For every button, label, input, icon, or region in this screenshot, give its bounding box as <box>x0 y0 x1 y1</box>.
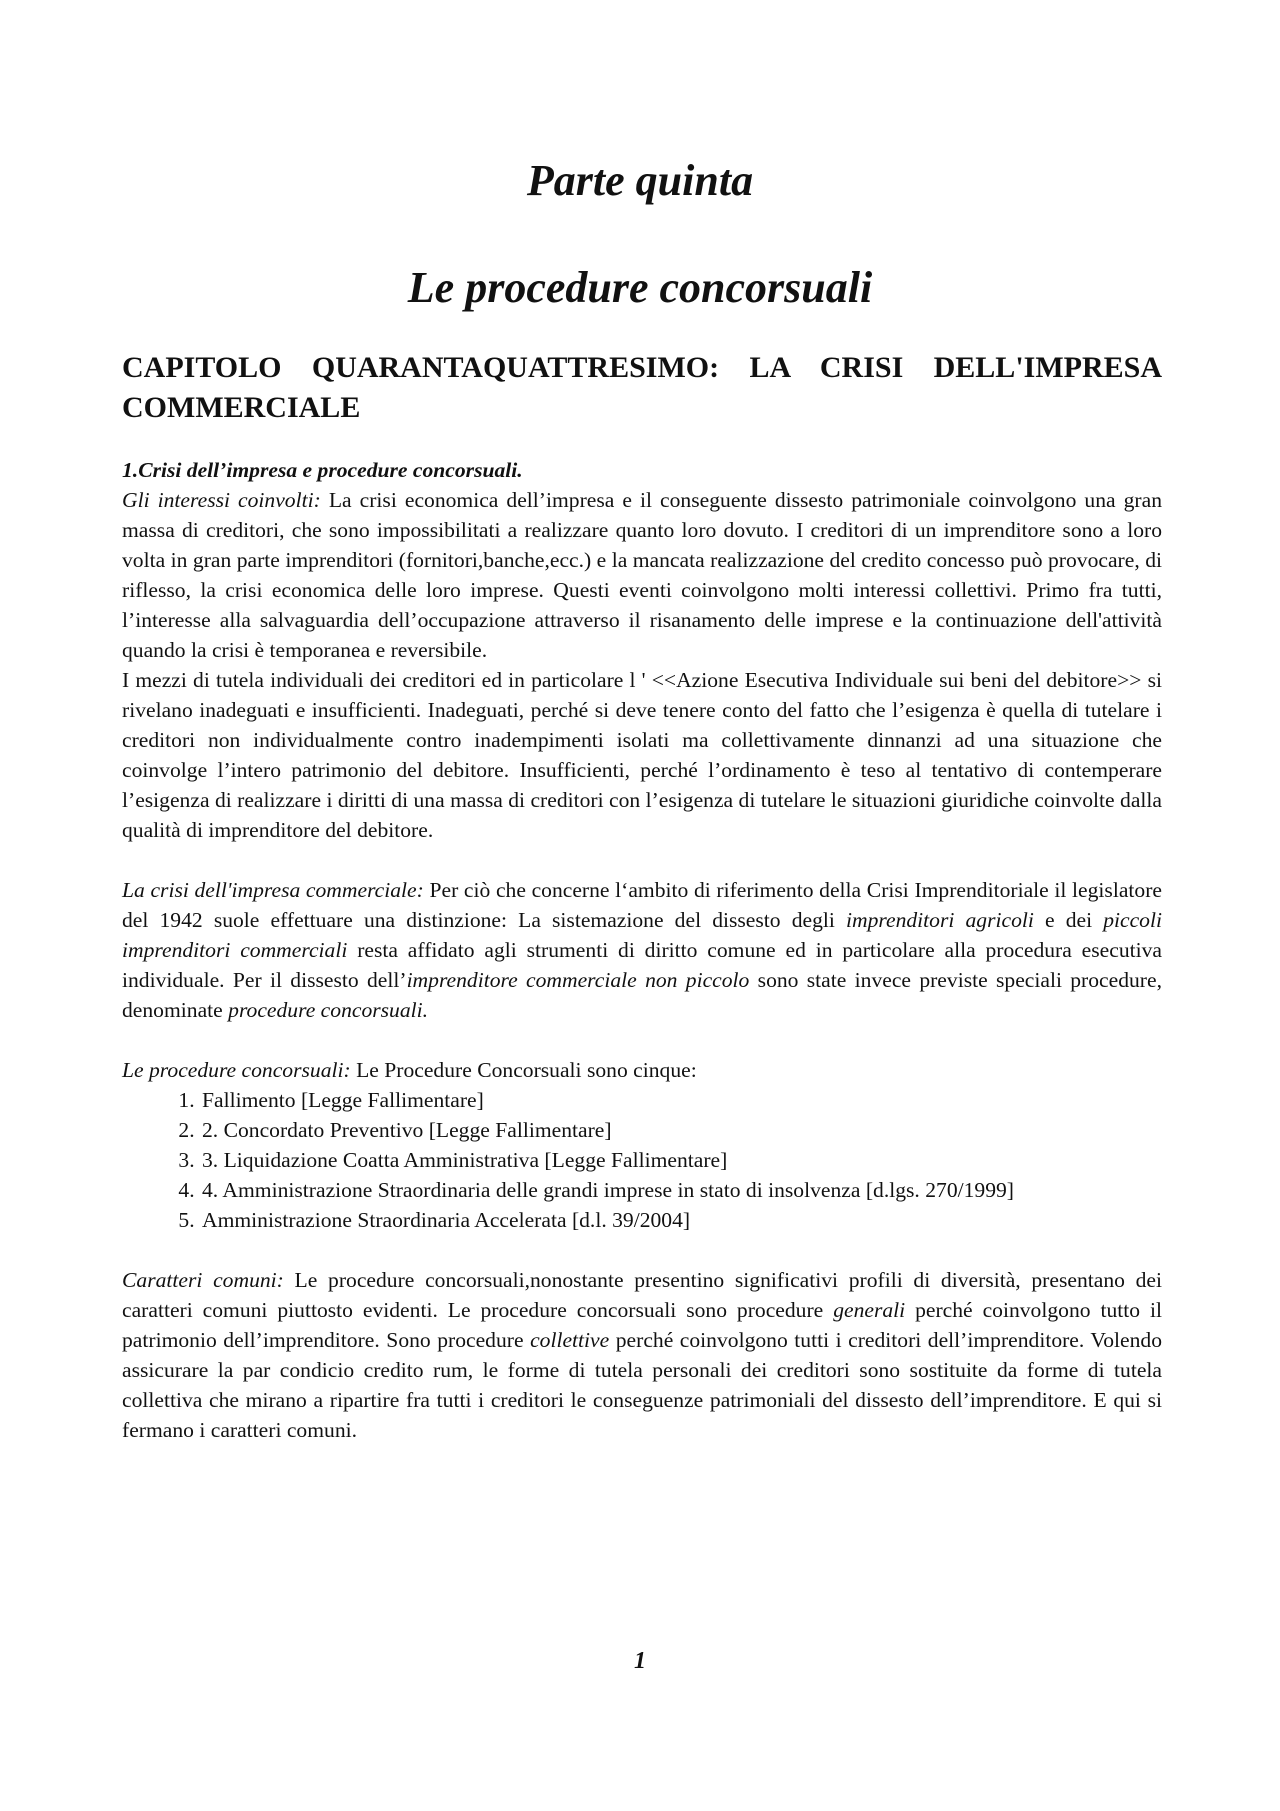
list-item: 3. 3. Liquidazione Coatta Amministrativa [Legge Fallimentare] <box>200 1145 1162 1175</box>
paragraph-label: Gli interessi coinvolti: <box>122 488 321 512</box>
section-title: 1.Crisi dell’impresa e procedure concorsuali. <box>122 458 523 482</box>
procedure-list <box>122 1085 1162 1235</box>
paragraph-label: La crisi dell'impresa commerciale: <box>122 878 424 902</box>
paragraph-interessi <box>122 485 1162 665</box>
paragraph-caratteri: Caratteri comuni: Le procedure concorsuali,nonostante presentino significativi profili di diversità, presentano dei caratteri comuni piuttosto evidenti. Le procedure concorsuali sono procedure generali perché coinvolgono tutto il patrimonio dell’imprenditore. Sono procedure collettive perché coinvolgono tutti i creditori dell’imprenditore. Volendo assicurare la par condicio credito rum, le forme di tutela personali dei creditori sono sostituite da forme di tutela collettiva che mirano a ripartire fra tutti i creditori le conseguenze patrimoniali del dissesto dell’imprenditore. E qui si fermano i caratteri comuni. <box>122 1268 1163 1442</box>
paragraph-label: Caratteri comuni: <box>122 1268 284 1292</box>
list-item: 5. Amministrazione Straordinaria Accelerata [d.l. 39/2004] <box>200 1205 1162 1235</box>
paragraph-mezzi: I mezzi di tutela individuali dei creditori ed in particolare l ' <<Azione Esecutiva Individuale sui beni del debitore>> si rivelano inadeguati e insufficienti. Inadeguati, perché si deve tenere conto del fatto che l’esigenza è quella di tutelare i creditori non individualmente contro inadempimenti isolati ma collettivamente dinnanzi ad una situazione che coinvolge l’intero patrimonio del debitore. Insufficienti, perché l’ordinamento è teso al tentativo di contemperare l’esigenza di realizzare i diritti di una massa di creditori con l’esigenza di tutelare le situazioni giuridiche coinvolte dalla qualità di imprenditore del debitore. <box>122 668 1162 842</box>
list-item: 4. 4. Amministrazione Straordinaria delle grandi imprese in stato di insolvenza [d.lgs. 270/1999] <box>200 1175 1162 1205</box>
paragraph-crisi: La crisi dell'impresa commerciale: Per ciò che concerne l‘ambito di riferimento della Crisi Imprenditoriale il legislatore del 1942 suole effettuare una distinzione: La sistemazione del dissesto degli imprenditori agricoli e dei piccoli imprenditori commerciali resta affidato agli strumenti di diritto comune ed in particolare alla procedura esecutiva individuale. Per il dissesto dell’imprenditore commerciale non piccolo sono state invece previste speciali procedure, denominate procedure concorsuali. <box>122 878 1163 1022</box>
document-title: Le procedure concorsuali <box>407 263 873 312</box>
paragraph-text: La crisi economica dell’impresa e il conseguente dissesto patrimoniale coinvolgono una gran massa di creditori, che sono impossibilitati a realizzare quanto loro dovuto. I creditori di un imprenditore sono a loro volta in gran parte imprenditori (fornitori,banche,ecc.) e la mancata realizzazione del credito concesso può provocare, di riflesso, la crisi economica delle loro imprese. Questi eventi coinvolgono molti interessi collettivi. Primo fra tutti, l’interesse alla salvaguardia dell’occupazione attraverso il risanamento delle imprese e la continuazione dell'attività quando la crisi è temporanea e reversibile. <box>122 488 1162 662</box>
paragraph-label: Le procedure concorsuali: <box>122 1058 351 1082</box>
chapter-heading: CAPITOLO QUARANTAQUATTRESIMO: LA CRISI DELL'IMPRESA COMMERCIALE <box>122 351 1162 424</box>
part-title: Parte quinta <box>526 156 754 205</box>
list-item: 1. Fallimento [Legge Fallimentare] <box>200 1085 1162 1115</box>
list-item: 2. 2. Concordato Preventivo [Legge Fallimentare] <box>200 1115 1162 1145</box>
document-body <box>122 455 1162 1445</box>
paragraph-procedure: Le procedure concorsuali: Le Procedure Concorsuali sono cinque: <box>122 1058 697 1082</box>
page-number: 1 <box>634 1648 646 1674</box>
